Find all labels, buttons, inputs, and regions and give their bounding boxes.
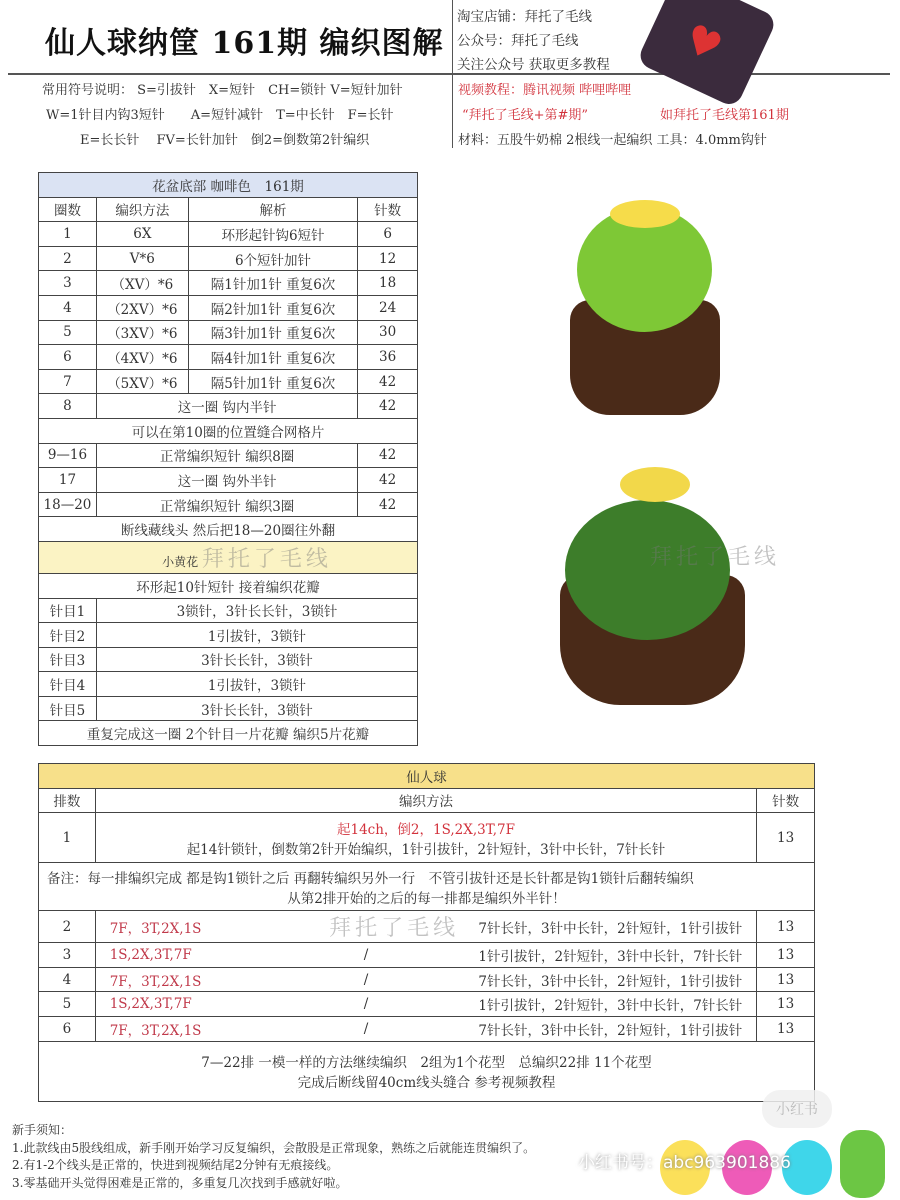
cell: 这一圈 钩外半针 bbox=[96, 468, 357, 493]
table-row bbox=[39, 369, 418, 394]
table-row bbox=[39, 443, 418, 468]
cell: 针目1 bbox=[39, 598, 97, 623]
cell: （2XV）*6 bbox=[96, 295, 188, 320]
text: 7针长针，3针中长针，2针短针，1针引拔针 bbox=[478, 973, 743, 990]
header-method: 编织方法 bbox=[95, 788, 757, 813]
text: 1针引拔针，2针短针，3针中长针，7针长针 bbox=[478, 998, 743, 1015]
note-item: 1.此款线由5股线组成，新手刚开始学习反复编织，会散股是正常现象，熟练之后就能连贯编织了。 bbox=[12, 1140, 536, 1155]
flower-start: 环形起10针短针 接着编织花瓣 bbox=[39, 573, 418, 598]
table-row bbox=[39, 320, 418, 345]
cactus-photo-top bbox=[555, 195, 755, 425]
header-count: 针数 bbox=[757, 788, 815, 813]
video-line: 视频教程：腾讯视频 哔哩哔哩 bbox=[458, 83, 632, 98]
cell: 42 bbox=[358, 394, 418, 419]
cell: 2 bbox=[39, 911, 96, 943]
cell: 30 bbox=[358, 320, 418, 345]
cell: 9—16 bbox=[39, 443, 97, 468]
slash: / bbox=[363, 946, 369, 963]
cell bbox=[95, 813, 757, 863]
cell bbox=[95, 943, 757, 968]
cell: 36 bbox=[358, 345, 418, 370]
cell: 针目4 bbox=[39, 672, 97, 697]
row1-text: 起14针锁针，倒数第2针开始编织，1针引拔针，2针短针，3针中长针，7针长针 bbox=[186, 841, 666, 858]
cell: （3XV）*6 bbox=[96, 320, 188, 345]
cell: 13 bbox=[757, 992, 815, 1017]
video-example: 如拜托了毛线第161期 bbox=[660, 108, 789, 123]
cell: 13 bbox=[757, 1016, 815, 1041]
table-row bbox=[39, 394, 418, 419]
flower-end: 重复完成这一圈 2个针目一片花瓣 编织5片花瓣 bbox=[39, 721, 418, 746]
cell: 3 bbox=[39, 271, 97, 296]
heart-icon: ♥ bbox=[677, 15, 729, 73]
cell: 8 bbox=[39, 394, 97, 419]
text: 7针长针，3针中长针，2针短针，1针引拔针 bbox=[478, 1022, 743, 1039]
cell bbox=[95, 967, 757, 992]
cell: （5XV）*6 bbox=[96, 369, 188, 394]
watermark: 拜托了毛线 bbox=[201, 546, 332, 572]
cell: 4 bbox=[39, 967, 96, 992]
cell: 1引拔针，3锁针 bbox=[96, 672, 417, 697]
cell: 13 bbox=[757, 967, 815, 992]
cell: 正常编织短针 编织8圈 bbox=[96, 443, 357, 468]
table-row bbox=[39, 967, 815, 992]
cell: 隔3针加1针 重复6次 bbox=[188, 320, 358, 345]
code: 1S,2X,3T,7F bbox=[109, 996, 192, 1013]
flower-title bbox=[39, 541, 418, 573]
cell: 环形起针钩6短针 bbox=[188, 222, 358, 247]
cell: 13 bbox=[757, 911, 815, 943]
table-row bbox=[39, 911, 815, 943]
cell: 1 bbox=[39, 222, 97, 247]
legend-line-2: W=1针目内钩3短针 A=短针减针 T=中长针 F=长针 bbox=[46, 108, 394, 123]
cell: 正常编织短针 编织3圈 bbox=[96, 492, 357, 517]
vertical-divider bbox=[452, 0, 453, 148]
table-row bbox=[39, 992, 815, 1017]
cell: 12 bbox=[358, 246, 418, 271]
cell: 42 bbox=[358, 443, 418, 468]
table-row bbox=[39, 295, 418, 320]
row1-code: 起14ch，倒2，1S,2X,3T,7F bbox=[336, 821, 516, 838]
cell: 6X bbox=[96, 222, 188, 247]
cell: 针目2 bbox=[39, 623, 97, 648]
table-row bbox=[39, 813, 815, 863]
cell: 6个短针加针 bbox=[188, 246, 358, 271]
cell: 这一圈 钩内半针 bbox=[96, 394, 357, 419]
xiaohongshu-badge: 小红书 bbox=[762, 1090, 832, 1128]
cell: 6 bbox=[39, 1016, 96, 1041]
beginner-notes bbox=[12, 1122, 535, 1192]
remark-line-2: 从第2排开始的之后的每一排都是编织外半针！ bbox=[287, 890, 566, 907]
table-row bbox=[39, 1016, 815, 1041]
cell bbox=[95, 1016, 757, 1041]
remark-line-1: 备注：每一排编织完成 都是钩1锁针之后 再翻转编织另外一行 不管引拔针还是长针都是钩1锁针后翻转编织 bbox=[47, 870, 694, 887]
legend-line-3: E=长长针 FV=长针加针 倒2=倒数第2针编织 bbox=[80, 133, 370, 148]
table-row bbox=[39, 468, 418, 493]
code: 1S,2X,3T,7F bbox=[109, 946, 192, 963]
cell: 3 bbox=[39, 943, 96, 968]
cell: 6 bbox=[39, 345, 97, 370]
table-row bbox=[39, 246, 418, 271]
header-count: 针数 bbox=[358, 197, 418, 222]
cell: 3锁针，3针长长针，3锁针 bbox=[96, 598, 417, 623]
cell: 1引拔针，3锁针 bbox=[96, 623, 417, 648]
header-analysis: 解析 bbox=[188, 197, 358, 222]
cell: 3针长长针，3锁针 bbox=[96, 647, 417, 672]
remark-cell bbox=[39, 863, 815, 911]
cell: 4 bbox=[39, 295, 97, 320]
cell: 6 bbox=[358, 222, 418, 247]
slash: / bbox=[363, 996, 369, 1013]
code: 7F，3T,2X,1S bbox=[109, 1022, 202, 1039]
cell: 42 bbox=[358, 369, 418, 394]
table-row bbox=[39, 647, 418, 672]
text: 1针引拔针，2针短针，3针中长针，7针长针 bbox=[478, 948, 743, 965]
table-row bbox=[39, 623, 418, 648]
header-row: 排数 bbox=[39, 788, 96, 813]
cell: 42 bbox=[358, 468, 418, 493]
cell: 13 bbox=[757, 943, 815, 968]
cactus-table-title: 仙人球 bbox=[39, 764, 815, 789]
cell bbox=[95, 992, 757, 1017]
account-watermark: 小红书号：abc963901886 bbox=[578, 1153, 791, 1173]
cell: （4XV）*6 bbox=[96, 345, 188, 370]
cactus-table bbox=[38, 763, 815, 1102]
cell: 针目5 bbox=[39, 696, 97, 721]
table-row bbox=[39, 222, 418, 247]
cell: 5 bbox=[39, 320, 97, 345]
cell: 隔2针加1针 重复6次 bbox=[188, 295, 358, 320]
note-item: 2.有1-2个线头是正常的，快进到视频结尾2分钟有无痕接线。 bbox=[12, 1158, 339, 1172]
watermark: 拜托了毛线 bbox=[329, 916, 460, 942]
cell: 42 bbox=[358, 492, 418, 517]
cell: （XV）*6 bbox=[96, 271, 188, 296]
table-row bbox=[39, 271, 418, 296]
cell: 24 bbox=[358, 295, 418, 320]
cell: 隔5针加1针 重复6次 bbox=[188, 369, 358, 394]
slash: / bbox=[363, 971, 369, 988]
cell: 18—20 bbox=[39, 492, 97, 517]
table-row bbox=[39, 696, 418, 721]
account-line: 公众号：拜托了毛线 bbox=[457, 33, 579, 49]
video-search-hint: “拜托了毛线+第#期” bbox=[462, 108, 589, 123]
cell: 13 bbox=[757, 813, 815, 863]
shop-line: 淘宝店铺：拜托了毛线 bbox=[457, 9, 592, 25]
notes-title: 新手须知： bbox=[12, 1123, 73, 1137]
pot-table-title: 花盆底部 咖啡色 161期 bbox=[39, 173, 418, 198]
heart-phone-sticker bbox=[636, 0, 778, 109]
watermark-photo: 拜托了毛线 bbox=[650, 545, 781, 570]
materials: 材料：五股牛奶棉 2根线一起编织 工具：4.0mm钩针 bbox=[458, 133, 767, 148]
cell bbox=[95, 911, 757, 943]
table-row bbox=[39, 672, 418, 697]
cell: 隔1针加1针 重复6次 bbox=[188, 271, 358, 296]
finish-note: 断线藏线头 然后把18—20圈往外翻 bbox=[39, 517, 418, 542]
pot-table bbox=[38, 172, 418, 746]
note-item: 3.零基础开头觉得困难是正常的，多重复几次找到手感就好啦。 bbox=[12, 1175, 348, 1190]
code: 7F，3T,2X,1S bbox=[109, 920, 202, 937]
flower-title-text: 小黄花 bbox=[162, 554, 199, 569]
cell: 隔4针加1针 重复6次 bbox=[188, 345, 358, 370]
cactus-photo-bottom bbox=[555, 465, 755, 715]
header-method: 编织方法 bbox=[96, 197, 188, 222]
header-round: 圈数 bbox=[39, 197, 97, 222]
table-row bbox=[39, 345, 418, 370]
cell: 1 bbox=[39, 813, 96, 863]
cell: 2 bbox=[39, 246, 97, 271]
cell: V*6 bbox=[96, 246, 188, 271]
cell: 5 bbox=[39, 992, 96, 1017]
cell: 针目3 bbox=[39, 647, 97, 672]
legend-line-1: 常用符号说明： S=引拔针 X=短针 CH=锁针 V=短针加针 bbox=[42, 83, 403, 98]
cell: 17 bbox=[39, 468, 97, 493]
cell: 18 bbox=[358, 271, 418, 296]
table-row bbox=[39, 943, 815, 968]
header-divider bbox=[8, 73, 890, 75]
ending-cell bbox=[39, 1041, 815, 1101]
cell: 3针长长针，3锁针 bbox=[96, 696, 417, 721]
ending-line-1: 7—22排 一模一样的方法继续编织 2组为1个花型 总编织22排 11个花型 bbox=[201, 1055, 652, 1072]
cell: 7 bbox=[39, 369, 97, 394]
code: 7F，3T,2X,1S bbox=[109, 973, 202, 990]
follow-line: 关注公众号 获取更多教程 bbox=[457, 57, 610, 73]
table-row bbox=[39, 598, 418, 623]
text: 7针长针，3针中长针，2针短针，1针引拔针 bbox=[478, 920, 743, 937]
slash: / bbox=[363, 1020, 369, 1037]
page-title: 仙人球纳筐 161期 编织图解 bbox=[45, 26, 444, 61]
ending-line-2: 完成后断线留40cm线头缝合 参考视频教程 bbox=[297, 1075, 556, 1092]
table-row bbox=[39, 492, 418, 517]
mesh-note: 可以在第10圈的位置缝合网格片 bbox=[39, 418, 418, 443]
